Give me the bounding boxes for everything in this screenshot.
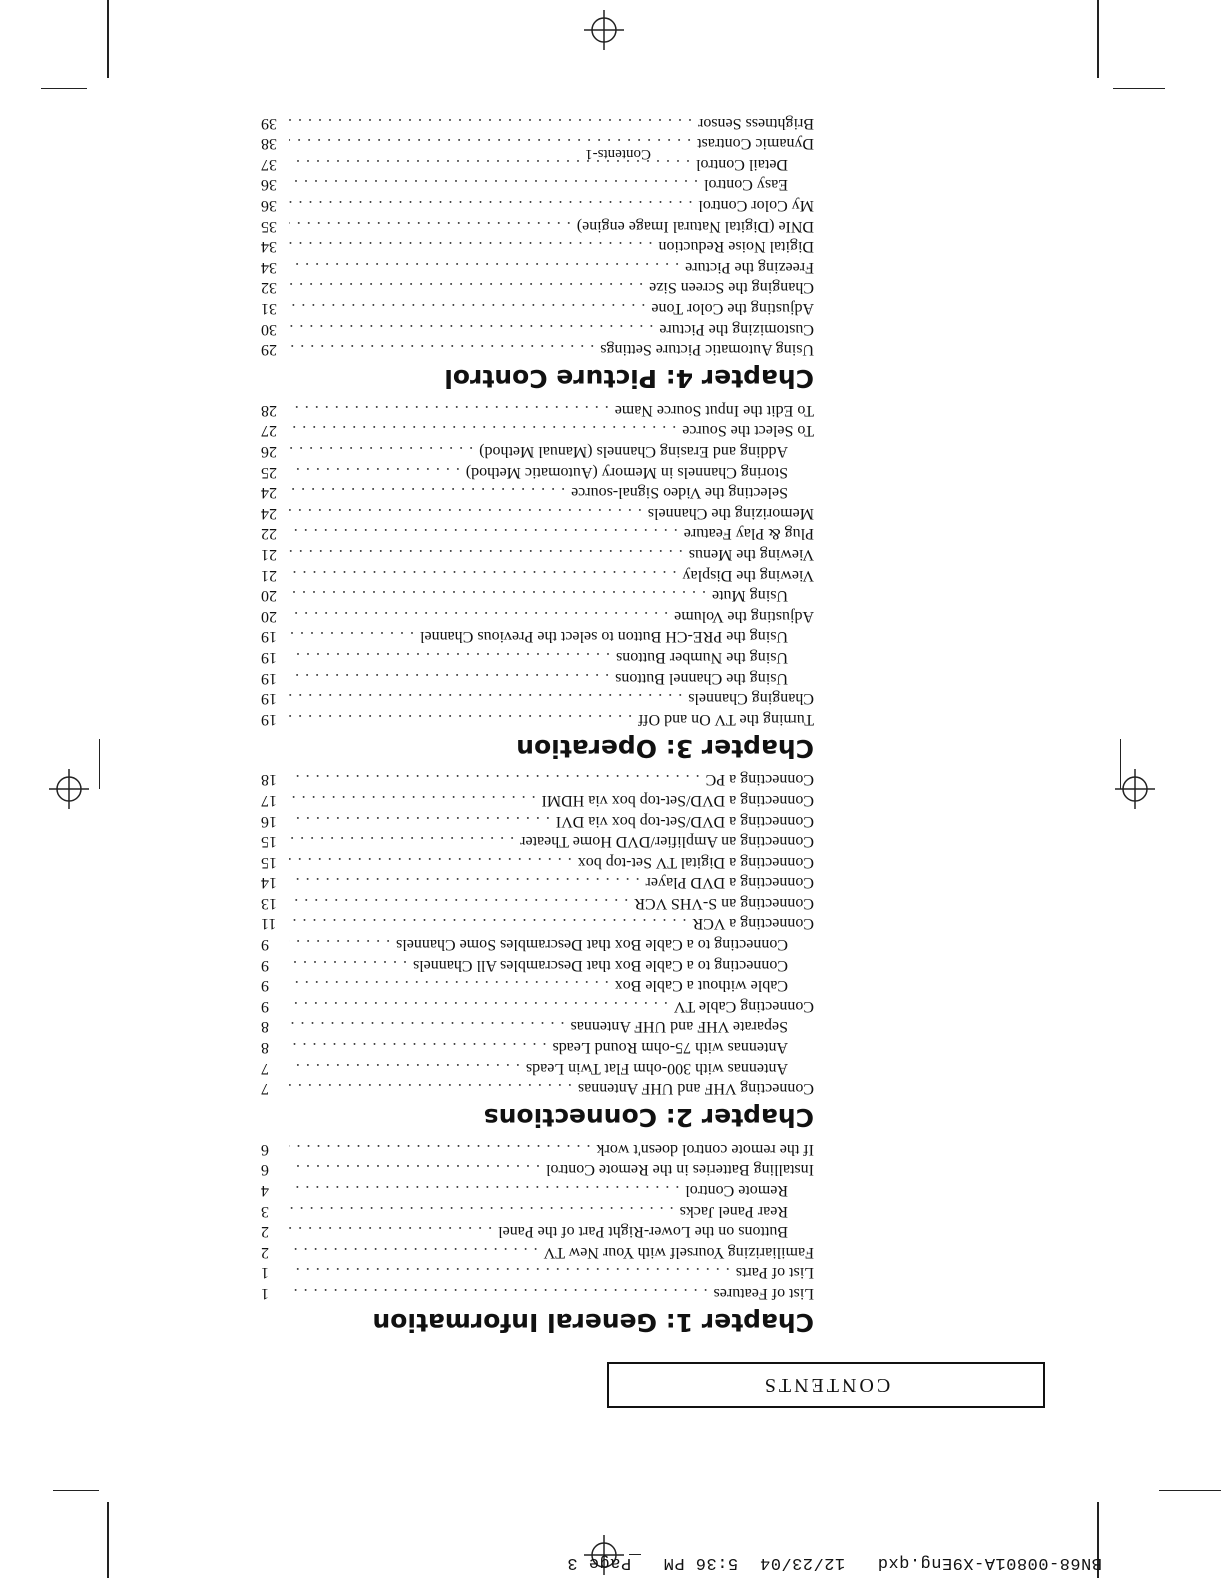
toc-entry-page: 9 xyxy=(261,936,269,954)
toc-entry-title: List of Features xyxy=(713,1285,814,1302)
toc-entry-title: My Color Control xyxy=(698,197,814,215)
toc-entry-page: 3 xyxy=(261,1202,269,1220)
toc-entry-page: 7 xyxy=(261,1080,269,1098)
toc-entry-title: Viewing the Menus xyxy=(688,546,814,563)
toc-entry-title: To Edit the Input Source Name xyxy=(614,401,814,419)
toc-entry xyxy=(261,625,814,646)
registration-tick xyxy=(99,739,100,789)
table-of-contents xyxy=(261,111,814,1342)
toc-entry-page: 29 xyxy=(261,341,277,359)
crop-mark xyxy=(1159,1490,1221,1491)
dot-leader xyxy=(289,1284,708,1302)
toc-entry xyxy=(261,994,814,1015)
toc-entry xyxy=(261,891,814,912)
toc-entry xyxy=(261,255,814,276)
toc-entry xyxy=(261,194,814,215)
dot-leader xyxy=(289,299,645,317)
toc-entry xyxy=(261,460,814,481)
toc-entry-title: Using the Number Buttons xyxy=(616,648,788,666)
toc-entry xyxy=(261,152,814,173)
toc-entry-title: Connecting a VCR xyxy=(692,915,814,933)
crop-mark xyxy=(1097,0,1099,78)
toc-entry-page: 9 xyxy=(261,997,269,1015)
dot-leader xyxy=(289,627,414,645)
toc-entry xyxy=(261,604,814,625)
toc-entry-title: Turning the TV On and Off xyxy=(638,710,814,728)
toc-entry-page: 19 xyxy=(261,690,277,708)
print-slug: BN68-00801A-X9Eng.qxd 12/23/04 5:36 PM Page 3 xyxy=(566,1553,1102,1572)
toc-entry-page: 4 xyxy=(261,1182,269,1200)
toc-entry-page: 19 xyxy=(261,648,277,666)
toc-entry-page: 20 xyxy=(261,587,277,605)
toc-entry-page: 8 xyxy=(261,1018,269,1036)
toc-entry xyxy=(261,830,814,851)
toc-entry xyxy=(261,111,814,132)
dot-leader xyxy=(289,278,643,296)
dot-leader xyxy=(289,710,632,728)
toc-entry xyxy=(261,788,814,809)
toc-entry-title: Connecting a Digital TV Set-top box xyxy=(577,853,814,871)
toc-entry-title: Connecting a DVD Player xyxy=(645,874,814,892)
toc-entry-title: Buttons on the Lower-Right Part of the Panel xyxy=(498,1223,788,1241)
toc-entry-title: List of Parts xyxy=(735,1264,814,1282)
dot-leader xyxy=(289,956,407,974)
toc-entry xyxy=(261,974,814,995)
toc-entry-page: 16 xyxy=(261,812,277,830)
toc-entry-page: 6 xyxy=(261,1140,269,1158)
toc-entry-page: 37 xyxy=(261,155,277,173)
toc-entry-title: Familiarizing Yourself with Your New TV xyxy=(543,1243,814,1261)
toc-entry xyxy=(261,501,814,522)
dot-leader xyxy=(289,217,571,235)
toc-entry-title: Digital Noise Reduction xyxy=(658,238,814,256)
dot-leader xyxy=(289,545,683,563)
dot-leader xyxy=(289,770,700,788)
toc-entry-page: 36 xyxy=(261,197,277,215)
dot-leader xyxy=(289,853,572,871)
toc-entry-page: 19 xyxy=(261,628,277,646)
toc-entry xyxy=(261,1199,814,1220)
chapter-heading: Chapter 4: Picture Control xyxy=(444,364,814,394)
crop-mark xyxy=(53,1490,99,1491)
toc-entry-page: 31 xyxy=(261,300,277,318)
toc-entry xyxy=(261,912,814,933)
registration-mark-icon xyxy=(1115,769,1155,809)
toc-entry-title: Adjusting the Volume xyxy=(674,607,814,625)
toc-entry xyxy=(261,1240,814,1261)
toc-entry xyxy=(261,317,814,338)
toc-entry-title: Connecting Cable TV xyxy=(673,997,814,1015)
toc-entry xyxy=(261,584,814,605)
toc-entry xyxy=(261,173,814,194)
toc-entry-title: Connecting an Amplifier/DVD Home Theater xyxy=(520,833,814,851)
toc-entry xyxy=(261,481,814,502)
toc-entry-title: Selecting the Video Signal-source xyxy=(571,484,788,502)
toc-entry-title: Using Mute xyxy=(712,587,788,605)
toc-entry-title: Installing Batteries in the Remote Control xyxy=(546,1161,814,1179)
toc-entry-title: Detail Control xyxy=(696,155,788,173)
contents-title: CONTENTS xyxy=(761,1374,891,1397)
crop-mark xyxy=(1113,88,1165,89)
dot-leader xyxy=(289,483,565,501)
dot-leader xyxy=(289,258,679,276)
toc-entry xyxy=(261,666,814,687)
toc-entry xyxy=(261,1281,814,1302)
toc-entry-title: Remote Control xyxy=(685,1182,788,1200)
toc-entry-page: 7 xyxy=(261,1059,269,1077)
toc-entry-title: Storing Channels in Memory (Automatic Method) xyxy=(465,463,788,481)
toc-entry-title: DNIe (Digital Natural Image engine) xyxy=(576,217,814,235)
toc-entry-title: To Select the Source xyxy=(682,422,814,440)
dot-leader xyxy=(289,648,610,666)
toc-entry-page: 35 xyxy=(261,217,277,235)
dot-leader xyxy=(289,340,594,358)
toc-entry xyxy=(261,953,814,974)
dot-leader xyxy=(289,176,698,194)
toc-entry-page: 27 xyxy=(261,422,277,440)
toc-entry xyxy=(261,235,814,256)
toc-entry-page: 36 xyxy=(261,176,277,194)
toc-entry-page: 15 xyxy=(261,833,277,851)
toc-entry xyxy=(261,338,814,359)
dot-leader xyxy=(289,586,706,604)
dot-leader xyxy=(289,1181,679,1199)
dot-leader xyxy=(289,504,642,522)
toc-entry-title: Connecting a DVD/Set-top box via DVI xyxy=(555,812,814,830)
toc-entry-page: 13 xyxy=(261,894,277,912)
toc-entry xyxy=(261,132,814,153)
toc-entry-title: Connecting a DVD/Set-top box via HDMI xyxy=(541,791,814,809)
toc-entry-title: Connecting a PC xyxy=(705,771,814,789)
toc-entry xyxy=(261,933,814,954)
toc-entry-page: 21 xyxy=(261,546,277,563)
toc-entry xyxy=(261,296,814,317)
dot-leader xyxy=(289,566,677,584)
toc-entry-page: 22 xyxy=(261,525,277,543)
toc-entry-page: 2 xyxy=(261,1223,269,1241)
toc-entry-title: Brightness Sensor xyxy=(698,114,814,132)
toc-entry-title: If the remote control doesn't work xyxy=(596,1140,814,1158)
toc-entry xyxy=(261,398,814,419)
toc-entry xyxy=(261,522,814,543)
toc-entry xyxy=(261,850,814,871)
toc-entry-page: 25 xyxy=(261,463,277,481)
dot-leader xyxy=(289,894,628,912)
crop-mark xyxy=(41,88,87,89)
dot-leader xyxy=(289,1222,492,1240)
dot-leader xyxy=(289,607,668,625)
toc-entry xyxy=(261,1035,814,1056)
dot-leader xyxy=(289,421,676,439)
dot-leader xyxy=(289,669,609,687)
toc-entry-page: 15 xyxy=(261,853,277,871)
toc-entry-title: Plug & Play Feature xyxy=(683,525,814,543)
toc-entry-page: 24 xyxy=(261,484,277,502)
toc-entry xyxy=(261,645,814,666)
dot-leader xyxy=(289,689,682,707)
toc-entry-title: Connecting to a Cable Box that Descrambles Some Channels xyxy=(396,936,788,954)
dot-leader xyxy=(289,1140,591,1158)
toc-entry-page: 2 xyxy=(261,1243,269,1261)
toc-entry xyxy=(261,1015,814,1036)
dot-leader xyxy=(289,976,609,994)
toc-entry-page: 20 xyxy=(261,607,277,625)
toc-entry xyxy=(261,563,814,584)
dot-leader xyxy=(289,1243,538,1261)
dot-leader xyxy=(289,320,653,338)
dot-leader xyxy=(289,791,536,809)
toc-entry-title: Dynamic Contrast xyxy=(697,135,814,153)
toc-entry-title: Separate VHF and UHF Antennas xyxy=(570,1018,788,1036)
toc-entry xyxy=(261,871,814,892)
dot-leader xyxy=(289,463,460,481)
toc-entry-title: Using the PRE-CH Button to select the Previous Channel xyxy=(420,628,788,646)
registration-mark-icon xyxy=(584,10,624,50)
dot-leader xyxy=(289,935,390,953)
toc-entry-title: Changing Channels xyxy=(688,690,814,708)
toc-entry-page: 9 xyxy=(261,977,269,995)
toc-entry xyxy=(261,809,814,830)
dot-leader xyxy=(289,524,678,542)
dot-leader xyxy=(289,873,640,891)
dot-leader xyxy=(289,832,514,850)
contents-title-box xyxy=(607,1362,1045,1408)
dot-leader xyxy=(289,237,652,255)
toc-entry-title: Viewing the Display xyxy=(682,566,814,584)
chapter-heading: Chapter 3: Operation xyxy=(516,733,814,763)
toc-entry-page: 1 xyxy=(261,1264,269,1282)
toc-entry xyxy=(261,1056,814,1077)
toc-entry xyxy=(261,1137,814,1158)
toc-entry xyxy=(261,276,814,297)
toc-entry-title: Cable without a Cable Box xyxy=(614,977,788,995)
registration-tick xyxy=(1120,739,1121,789)
toc-entry-title: Adding and Erasing Channels (Manual Method) xyxy=(479,443,788,461)
dot-leader xyxy=(289,997,668,1015)
toc-entry-title: Using Automatic Picture Settings xyxy=(600,341,814,359)
toc-entry-page: 28 xyxy=(261,401,277,419)
toc-entry-title: Customizing the Picture xyxy=(659,320,814,338)
toc-entry-page: 24 xyxy=(261,504,277,522)
toc-entry xyxy=(261,1158,814,1179)
toc-entry xyxy=(261,1178,814,1199)
toc-entry-title: Connecting an S-VHS VCR xyxy=(634,894,814,912)
toc-entry-title: Freezing the Picture xyxy=(685,258,814,276)
crop-mark xyxy=(107,0,109,78)
dot-leader xyxy=(289,114,692,132)
toc-entry-page: 8 xyxy=(261,1039,269,1057)
toc-entry-page: 19 xyxy=(261,669,277,687)
toc-entry-page: 26 xyxy=(261,443,277,461)
toc-entry xyxy=(261,542,814,563)
toc-entry-title: Using the Channel Buttons xyxy=(615,669,788,687)
dot-leader xyxy=(289,915,687,933)
toc-entry-title: Rear Panel Jacks xyxy=(679,1202,788,1220)
toc-entry-title: Antennas with 300-ohm Flat Twin Leads xyxy=(525,1059,788,1077)
toc-entry-page: 34 xyxy=(261,238,277,256)
toc-entry-page: 6 xyxy=(261,1161,269,1179)
toc-entry xyxy=(261,707,814,728)
dot-leader xyxy=(289,1263,730,1281)
chapter-heading: Chapter 1: General Information xyxy=(372,1308,814,1337)
toc-entry-page: 30 xyxy=(261,320,277,338)
dot-leader xyxy=(289,812,550,830)
toc-entry-page: 1 xyxy=(261,1285,269,1302)
toc-entry xyxy=(261,1261,814,1282)
toc-entry-page: 14 xyxy=(261,874,277,892)
dot-leader xyxy=(289,1038,546,1056)
dot-leader xyxy=(289,1059,520,1077)
toc-entry xyxy=(261,768,814,789)
toc-entry xyxy=(261,1077,814,1098)
registration-mark-icon xyxy=(49,769,89,809)
toc-entry-title: Memorizing the Channels xyxy=(647,504,814,522)
toc-entry xyxy=(261,687,814,708)
dot-leader xyxy=(289,1202,674,1220)
toc-entry-page: 19 xyxy=(261,710,277,728)
dot-leader xyxy=(289,1079,572,1097)
toc-entry-title: Connecting VHF and UHF Antennas xyxy=(577,1080,814,1098)
toc-entry-page: 21 xyxy=(261,566,277,584)
toc-entry-title: Antennas with 75-ohm Round Leads xyxy=(552,1039,788,1057)
dot-leader xyxy=(289,196,692,214)
toc-entry-title: Connecting to a Cable Box that Descrambles All Channels xyxy=(412,956,788,974)
toc-entry xyxy=(261,214,814,235)
toc-entry-page: 9 xyxy=(261,956,269,974)
toc-entry-page: 11 xyxy=(261,915,277,933)
dot-leader xyxy=(289,442,473,460)
toc-entry-page: 34 xyxy=(261,258,277,276)
dot-leader xyxy=(289,1160,540,1178)
toc-entry-page: 39 xyxy=(261,114,277,132)
toc-entry-title: Changing the Screen Size xyxy=(649,279,814,297)
toc-entry xyxy=(261,439,814,460)
toc-entry-title: Adjusting the Color Tone xyxy=(651,300,814,318)
toc-entry-page: 17 xyxy=(261,791,277,809)
toc-entry-page: 32 xyxy=(261,279,277,297)
toc-entry-title: Easy Control xyxy=(704,176,788,194)
toc-entry-page: 18 xyxy=(261,771,277,789)
dot-leader xyxy=(289,1017,565,1035)
toc-entry xyxy=(261,419,814,440)
chapter-heading: Chapter 2: Connections xyxy=(483,1103,814,1133)
toc-entry-page: 38 xyxy=(261,135,277,153)
toc-entry xyxy=(261,1220,814,1241)
crop-mark xyxy=(107,1502,109,1578)
dot-leader xyxy=(289,401,609,419)
page-footer: Contents-1 xyxy=(585,146,651,162)
